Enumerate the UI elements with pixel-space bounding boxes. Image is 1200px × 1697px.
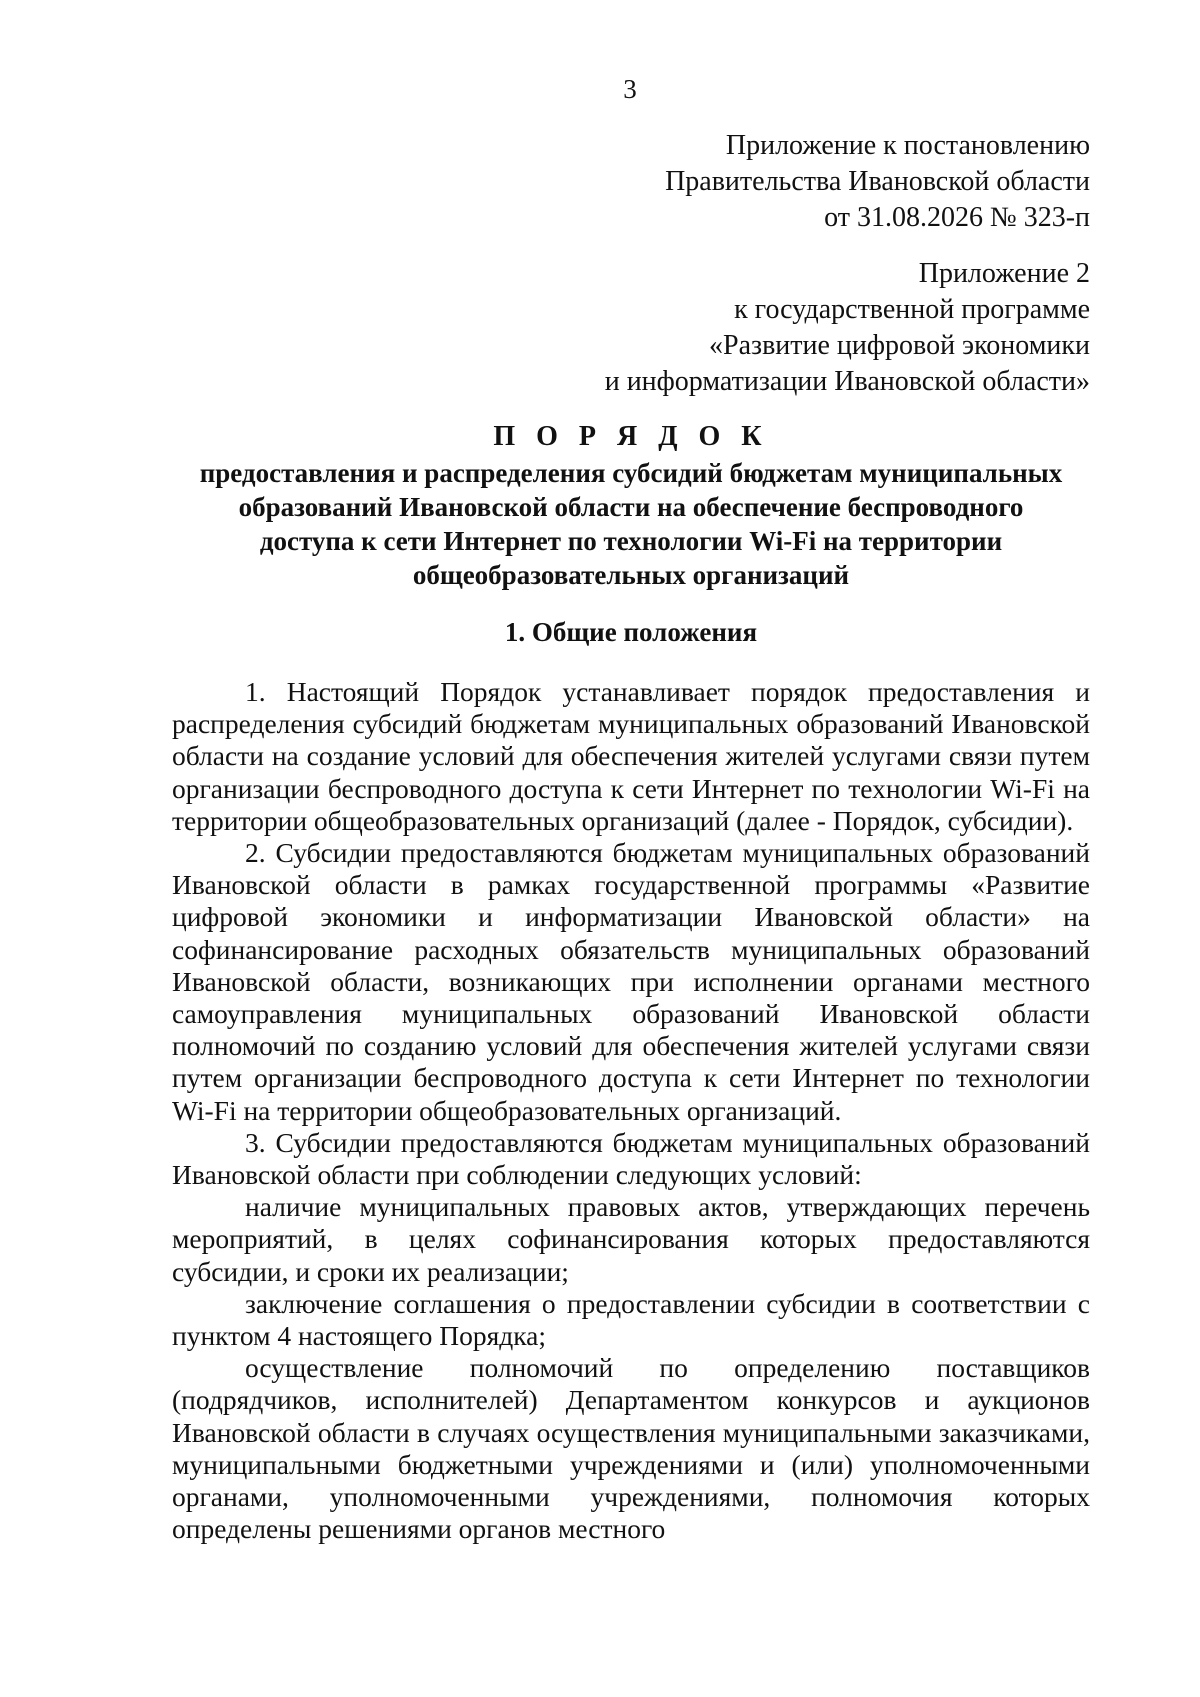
document-subtitle [172,456,1090,592]
page-number: 3 [623,74,637,104]
paragraph: 3. Субсидии предоставляются бюджетам муниципальных образований Ивановской области при соблюдении следующих условий: [172,1126,1090,1191]
paragraph: заключение соглашения о предоставлении субсидии в соответствии с пунктом 4 настоящего Порядка; [172,1287,1090,1352]
appendix-resolution-line-2: Правительства Ивановской области [665,166,1090,197]
paragraph: наличие муниципальных правовых актов, утверждающих перечень мероприятий, в целях софинансирования которых предоставляются субсидии, и сроки их реализации; [172,1191,1090,1287]
paragraph: 2. Субсидии предоставляются бюджетам муниципальных образований Ивановской области в рамках государственной программы «Развитие цифровой экономики и информатизации Ивановской области» на софинансирование расходных обязательств муниципальных образований Ивановской области, возникающих при исполнении органами местного самоуправления муниципальных образований Ивановской области полномочий по созданию условий для обеспечения жителей услугами связи путем организации беспроводного доступа к сети Интернет по технологии Wi-Fi на территории общеобразовательных организаций. [172,837,1090,1126]
document-subtitle-line-2: образований Ивановской области на обеспечение беспроводного [238,492,1024,522]
appendix-program-block [605,256,1090,400]
paragraph: осуществление полномочий по определению поставщиков (подрядчиков, исполнителей) Департаментом конкурсов и аукционов Ивановской области в случаях осуществления муниципальными заказчиками, муниципальными бюджетными учреждениями и (или) уполномоченными органами, уполномоченными учреждениями, полномочия которых определены решениями органов местного [172,1352,1090,1545]
section-heading: 1. Общие положения [504,617,758,647]
appendix-program-line-4: и информатизации Ивановской области» [604,366,1090,397]
appendix-program-line-3: «Развитие цифровой экономики [709,330,1090,361]
document-subtitle-line-3: доступа к сети Интернет по технологии Wi-Fi на территории [259,526,1003,556]
section-body [172,676,1090,1545]
appendix-program-line-2: к государственной программе [734,294,1090,325]
appendix-resolution-line-3: от 31.08.2026 № 323-п [824,202,1090,233]
document-subtitle-line-1: предоставления и распределения субсидий бюджетам муниципальных [199,458,1063,488]
appendix-program-line-1: Приложение 2 [918,258,1090,289]
document-title-block [172,420,1090,592]
appendix-resolution-line-1: Приложение к постановлению [725,130,1090,161]
appendix-resolution-block [665,128,1090,236]
document-subtitle-line-4: общеобразовательных организаций [412,560,850,590]
document-title: П О Р Я Д О К [493,421,769,452]
paragraph: 1. Настоящий Порядок устанавливает порядок предоставления и распределения субсидий бюджетам муниципальных образований Ивановской области на создание условий для обеспечения жителей услугами связи путем организации беспроводного доступа к сети Интернет по технологии Wi-Fi на территории общеобразовательных организаций (далее - Порядок, субсидии). [172,676,1090,836]
